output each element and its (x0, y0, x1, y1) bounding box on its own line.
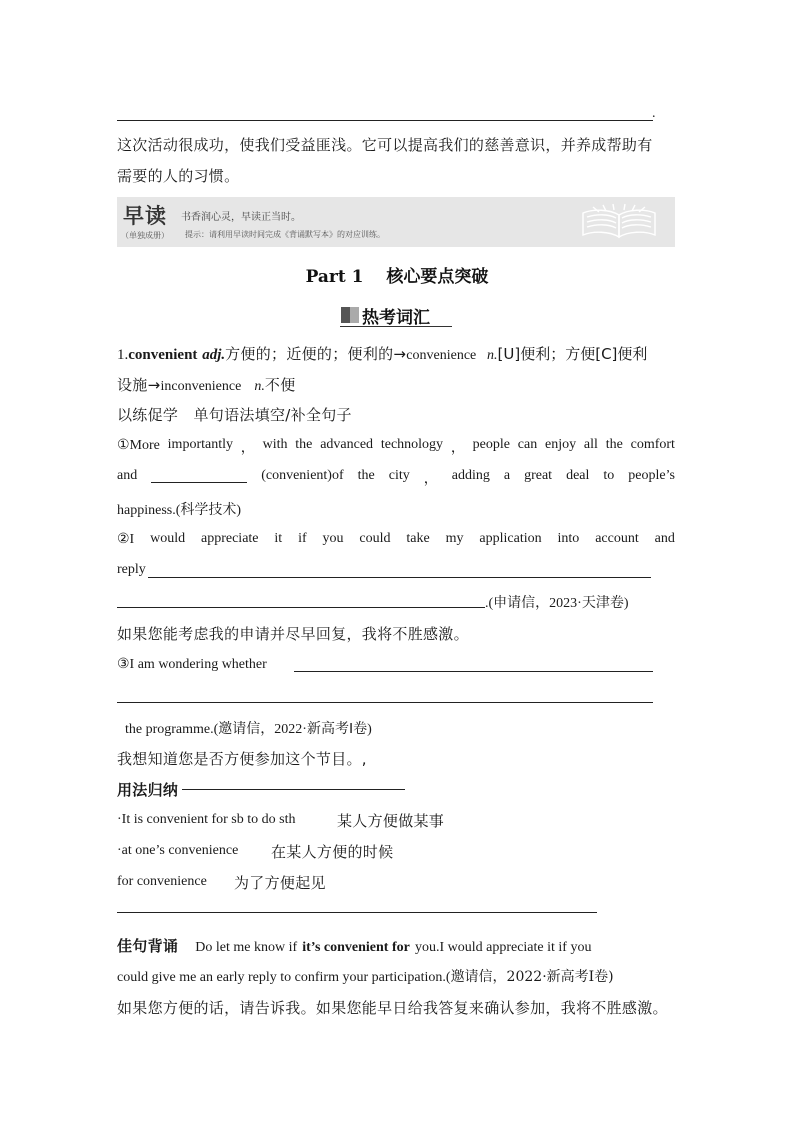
entry-pos-1: adj. (202, 347, 226, 363)
usage-item-en: for convenience (117, 874, 207, 889)
entry-word-2: convenience (406, 348, 477, 363)
q1-answer-blank[interactable] (151, 468, 247, 483)
sentence-line-2: could give me an early reply to confirm your participation.(邀请信，2022·新高考Ⅰ卷) (117, 969, 614, 985)
entry-number: 1. (117, 347, 129, 363)
usage-heading-rule (182, 789, 405, 790)
q2-translation: 如果您能考虑我的申请并尽早回复，我将不胜感激。 (117, 625, 469, 643)
sentence-line-1: 佳句背诵 Do let me know if it’s convenient for you.I would appreciate it if you (117, 937, 592, 955)
q2-line-1: ②I would appreciate it if you could take my application into account and (117, 531, 675, 547)
q3-answer-line-2[interactable] (117, 702, 653, 703)
banner-tip: 提示：请利用早读时间完成《背诵默写本》的对应训练。 (185, 230, 385, 239)
usage-item-cn: 某人方便做某事 (337, 812, 445, 830)
section-marker-icon (341, 307, 359, 323)
q2-source: .(申请信，2023·天津卷) (485, 596, 629, 611)
q1-line-2: and (convenient)of the city ， adding a great deal to people’s (117, 468, 675, 487)
section-heading-text: 热考词汇 (362, 308, 430, 328)
q3-translation: 我想知道您是否方便参加这个节目。, (117, 750, 367, 768)
translation-line-1: 这次活动很成功，使我们受益匪浅。它可以提高我们的慈善意识，并养成帮助有 (117, 136, 653, 154)
usage-heading: 用法归纳 (117, 781, 179, 799)
entry-def-2-cont: 设施→ (117, 376, 161, 394)
morning-reading-banner (117, 197, 675, 247)
open-book-icon (579, 203, 659, 241)
sentence-source: 邀请信，2022·新高考Ⅰ卷) (450, 969, 614, 985)
vocab-entry-line-2 (117, 374, 296, 395)
banner-motto: 书香润心灵，早读正当时。 (181, 212, 301, 223)
translation-line-2: 需要的人的习惯。 (117, 167, 240, 185)
entry-word-3: inconvenience (160, 379, 242, 394)
section-underline (340, 326, 452, 327)
sentence-label: 佳句背诵 (117, 937, 179, 955)
usage-item-en: ·at one’s convenience (117, 843, 239, 858)
vocab-entry-line-1 (117, 343, 647, 364)
entry-def-3: 不便 (264, 376, 296, 394)
q2-answer-line-2[interactable] (117, 607, 485, 608)
q2-answer-line-1[interactable] (148, 577, 651, 578)
q3-end: the programme.(邀请信，2022·新高考Ⅰ卷) (125, 722, 372, 737)
entry-def-2: [U]便利；方便[C]便利 (497, 345, 648, 363)
q3-start: ③I am wondering whether (117, 657, 267, 672)
usage-item-en: ·It is convenient for sb to do sth (117, 812, 296, 827)
entry-headword: convenient (128, 347, 198, 363)
entry-def-1: 方便的；近便的；便利的→ (225, 345, 407, 363)
q1-line-3: happiness.(科学技术) (117, 503, 242, 518)
banner-subtitle: （单独成册） (121, 231, 169, 240)
usage-bottom-rule (117, 912, 597, 913)
usage-item-cn: 为了方便起见 (234, 874, 326, 892)
q1-line-1: ①More importantly ， with the advanced technology ， people can enjoy all the comfort (117, 437, 675, 456)
usage-item-cn: 在某人方便的时候 (271, 843, 394, 861)
q3-answer-line-1[interactable] (294, 671, 653, 672)
answer-blank-line[interactable] (117, 120, 653, 121)
banner-title: 早读 (123, 204, 167, 228)
practice-heading: 以练促学 单句语法填空/补全句子 (117, 406, 352, 424)
part-heading: Part 1 核心要点突破 (305, 267, 489, 287)
sentence-translation: 如果您方便的话，请告诉我。如果您能早日给我答复来确认参加，我将不胜感激。 (117, 999, 668, 1017)
sentence-keyphrase: it’s convenient for (302, 940, 410, 955)
entry-pos-2: n. (487, 348, 498, 363)
answer-end-mark: . (652, 106, 656, 121)
q2-reply-word: reply (117, 562, 146, 577)
entry-pos-3: n. (254, 379, 265, 394)
